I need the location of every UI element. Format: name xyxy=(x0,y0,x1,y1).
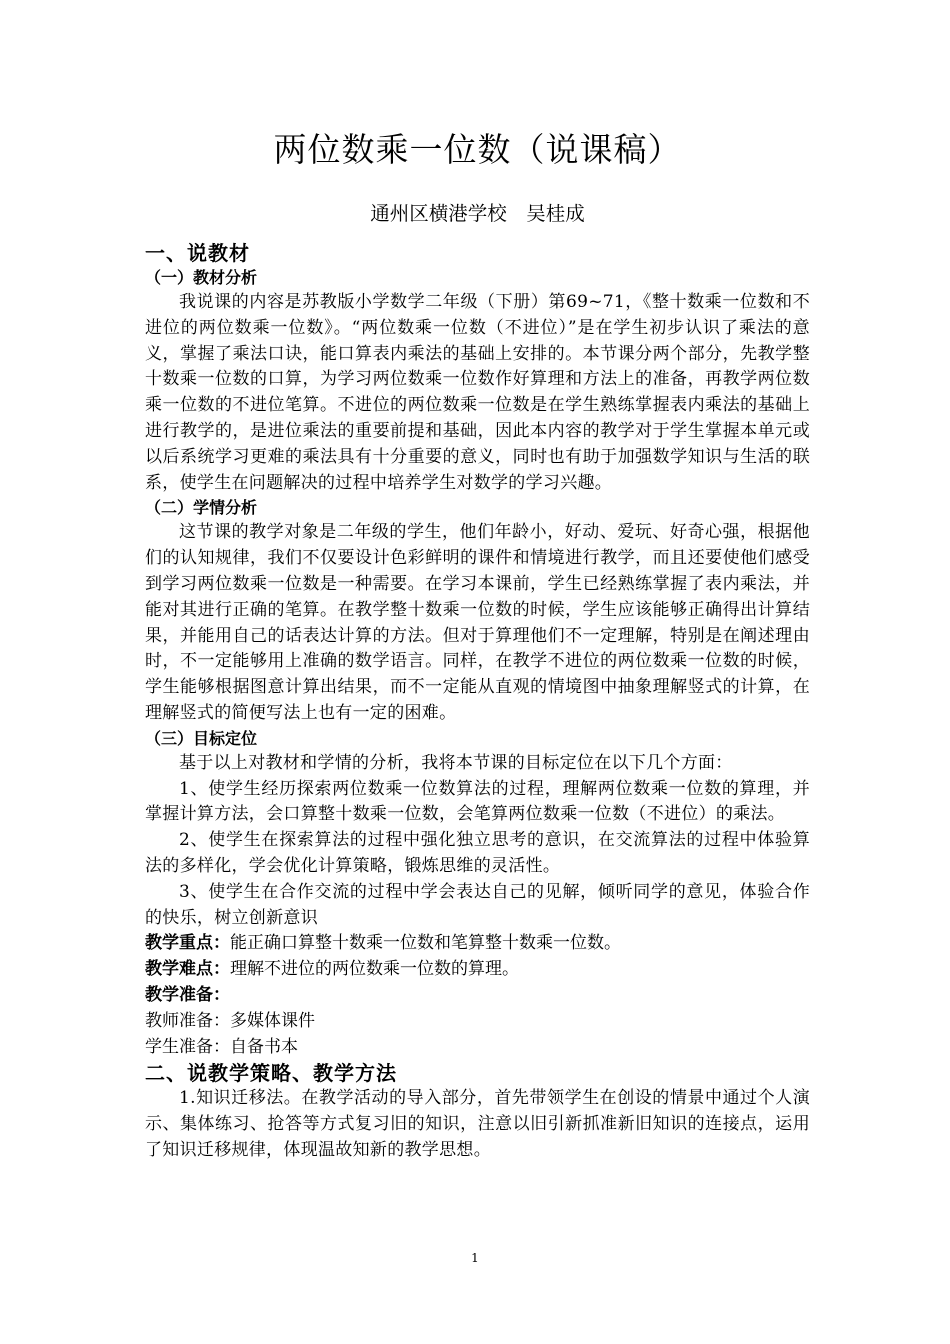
author-line: 通州区横港学校 吴桂成 xyxy=(370,202,585,225)
subsection-heading-goals: （三）目标定位 xyxy=(145,728,258,748)
paragraph-material-analysis: 我说课的内容是苏教版小学数学二年级（下册）第69~71，《整十数乘一位数和不进位的两位数乘一位数》。“两位数乘一位数（不进位）”是在学生初步认识了乘法的意义，掌握了乘法口诀，能口算表内乘法的基础上安排的。本节课分两个部分，先教学整十数乘一位数的口算，为学习两位数乘一位数作好算理和方法上的准备，再教学两位数乘一位数的不进位笔算。不进位的两位数乘一位数是在学生熟练掌握表内乘法的基础上进行教学的，是进位乘法的重要前提和基础，因此本内容的教学对于学生掌握本单元或以后系统学习更难的乘法具有十分重要的意义，同时也有助于加强数学知识与生活的联系，使学生在问题解决的过程中培养学生对数学的学习兴趣。 xyxy=(145,292,810,493)
key-point-text: 能正确口算整十数乘一位数和笔算整十数乘一位数。 xyxy=(230,933,621,954)
paragraph-goals-intro: 基于以上对教材和学情的分析，我将本节课的目标定位在以下几个方面： xyxy=(179,752,733,773)
subsection-heading-students: （二）学情分析 xyxy=(145,498,258,518)
page-number: 1 xyxy=(471,1251,479,1265)
key-point-label: 教学重点： xyxy=(145,933,230,954)
section-heading-2: 二、说教学策略、教学方法 xyxy=(145,1061,397,1086)
document-title: 两位数乘一位数（说课稿） xyxy=(273,130,682,169)
subsection-heading-material: （一）教材分析 xyxy=(145,268,258,287)
goal-item-3: 3、使学生在合作交流的过程中学会表达自己的见解，倾听同学的意见，体验合作的快乐，树立创新意识 xyxy=(145,881,810,928)
prep-label: 教学准备： xyxy=(145,984,230,1005)
goal-item-1: 1、使学生经历探索两位数乘一位数算法的过程，理解两位数乘一位数的算理，并掌握计算方法，会口算整十数乘一位数，会笔算两位数乘一位数（不进位）的乘法。 xyxy=(145,778,810,825)
difficulty-text: 理解不进位的两位数乘一位数的算理。 xyxy=(230,959,519,980)
paragraph-student-analysis: 这节课的教学对象是二年级的学生，他们年龄小，好动、爱玩、好奇心强，根据他们的认知规律，我们不仅要设计色彩鲜明的课件和情境进行教学，而且还要使他们感受到学习两位数乘一位数是一种需要。在学习本课前，学生已经熟练掌握了表内乘法，并能对其进行正确的笔算。在教学整十数乘一位数的时候，学生应该能够正确得出计算结果，并能用自己的话表达计算的方法。但对于算理他们不一定理解，特别是在阐述理由时，不一定能够用上准确的数学语言。同样，在教学不进位的两位数乘一位数的时候，学生能够根据图意计算出结果，而不一定能从直观的情境图中抽象理解竖式的计算，在理解竖式的简便写法上也有一定的困难。 xyxy=(145,522,810,723)
section-heading-1: 一、说教材 xyxy=(145,241,250,265)
document-page xyxy=(145,128,810,1164)
key-point-line xyxy=(145,931,810,957)
prep-line xyxy=(145,983,810,1009)
student-prep-line: 学生准备：自备书本 xyxy=(145,1036,298,1057)
goal-item-2: 2、使学生在探索算法的过程中强化独立思考的意识，在交流算法的过程中体验算法的多样化，学会优化计算策略，锻炼思维的灵活性。 xyxy=(145,830,810,876)
teacher-prep-line: 教师准备：多媒体课件 xyxy=(145,1010,315,1031)
difficulty-label: 教学难点： xyxy=(145,959,230,980)
difficulty-line xyxy=(145,957,810,983)
paragraph-knowledge-transfer: 1.知识迁移法。在教学活动的导入部分，首先带领学生在创设的情景中通过个人演示、集体练习、抢答等方式复习旧的知识，注意以旧引新抓准新旧知识的连接点，运用了知识迁移规律，体现温故知新的教学思想。 xyxy=(145,1088,810,1160)
